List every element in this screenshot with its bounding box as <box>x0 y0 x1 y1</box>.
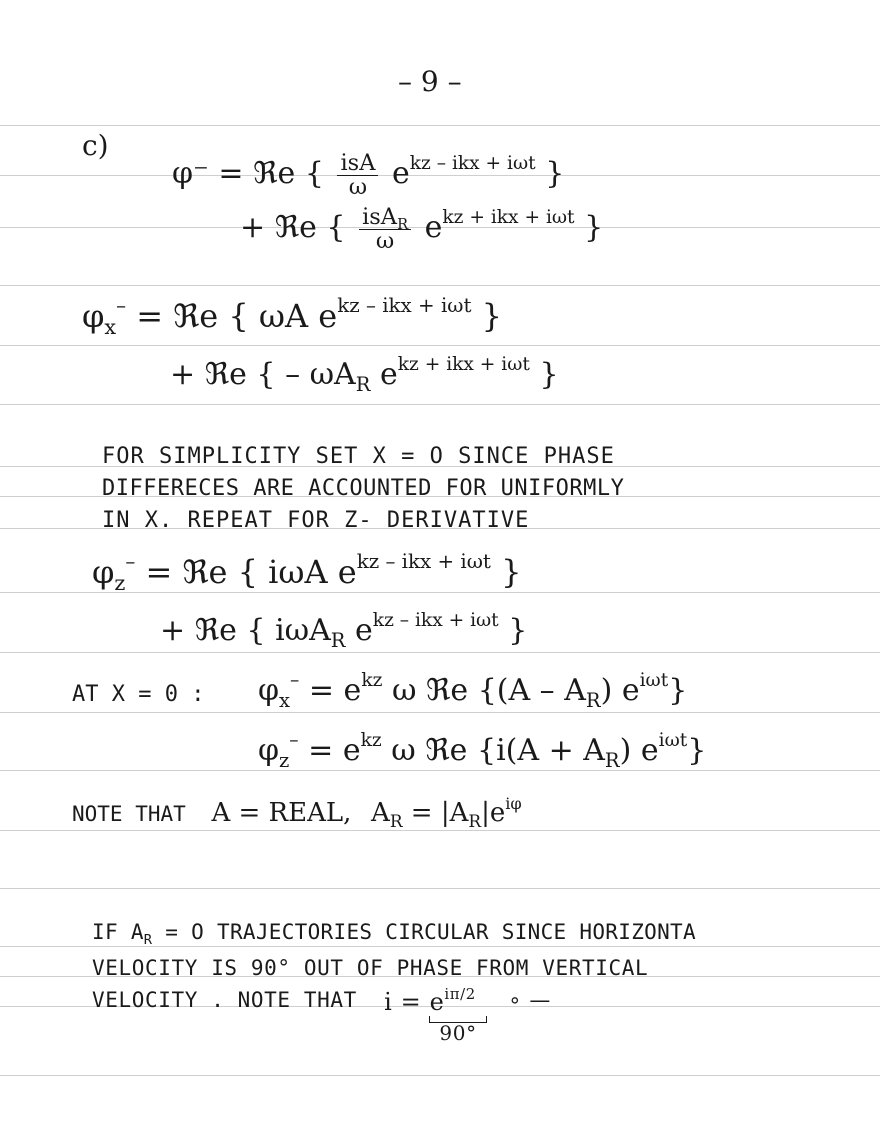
phi-symbol: φ <box>82 297 105 335</box>
exponential: e <box>392 156 410 191</box>
numerator-text: isA <box>362 204 398 230</box>
inner-term: i(A + A <box>496 733 605 768</box>
equals-sign: = <box>308 673 334 708</box>
exponential: e <box>424 210 443 245</box>
left-brace: { <box>477 673 497 708</box>
left-brace: { <box>246 613 266 648</box>
equation-phi-z-reflected <box>160 610 528 652</box>
part-label: c) <box>82 129 109 162</box>
exponential: e <box>379 357 398 392</box>
exponent: iωt <box>639 670 669 692</box>
term: iωA <box>268 553 328 591</box>
paragraph-trajectories-line-2: VELOCITY IS 90° OUT OF PHASE FROM VERTICAL <box>92 956 649 980</box>
amplitude-symbol: A <box>371 798 390 828</box>
minus-superscript: – <box>289 730 299 752</box>
exponential: e <box>337 553 357 591</box>
fraction-denominator: ω <box>375 227 395 254</box>
omega: ω <box>391 733 416 768</box>
x-subscript: x <box>279 688 291 712</box>
line-prefix: VELOCITY . NOTE THAT <box>92 988 357 1012</box>
i-equals-text: i = e <box>384 988 445 1016</box>
exponential: e <box>343 673 362 708</box>
z-subscript: z <box>114 571 126 596</box>
fraction <box>337 152 378 198</box>
equation-phi-minus <box>172 152 564 198</box>
fraction-numerator: isA <box>337 152 378 176</box>
exponent: kz – ikx + iωt <box>337 294 472 318</box>
x-subscript: x <box>104 315 117 340</box>
exponent: kz – ikx + iωt <box>372 610 499 632</box>
note-amplitude-line <box>72 793 522 831</box>
a-equals-real: A = REAL, <box>211 798 352 828</box>
phase-exponent: iφ <box>505 793 522 813</box>
term: ωA <box>258 297 309 335</box>
phi-minus-symbol: φ⁻ <box>172 156 209 191</box>
reflected-subscript: R <box>397 216 409 234</box>
underbrace-label: 90° <box>439 1021 477 1045</box>
real-part-operator: ℜe <box>204 357 247 392</box>
real-part-operator: ℜe <box>173 297 219 335</box>
exponential: e <box>621 673 640 708</box>
right-brace: } <box>545 156 565 191</box>
i-equals-expression <box>384 984 476 1016</box>
close-paren: ) <box>600 673 613 708</box>
paragraph-simplicity-line-3: IN X. REPEAT FOR Z- DERIVATIVE <box>102 508 530 533</box>
paragraph-simplicity-line-1: FOR SIMPLICITY SET X = O SINCE PHASE <box>102 444 615 469</box>
tail-mark: ∘ — <box>508 988 551 1012</box>
paragraph-trajectories-line-1 <box>92 920 696 948</box>
inner-term: (A – A <box>496 673 586 708</box>
equation-at-x-zero-label <box>72 680 204 706</box>
real-part-operator: ℜe <box>274 210 317 245</box>
left-brace: { <box>476 733 497 768</box>
exponential: e <box>318 297 338 335</box>
minus-superscript: – <box>116 294 127 318</box>
exponent-kz: kz <box>361 670 383 692</box>
exponent: kz + ikx + iωt <box>442 207 575 229</box>
exponent: kz – ikx + iωt <box>356 550 491 574</box>
exponential: e <box>489 798 506 828</box>
equation-phi-z <box>92 550 522 596</box>
exponent: kz – ikx + iωt <box>409 153 536 175</box>
line-rest: = O TRAJECTORIES CIRCULAR SINCE HORIZONTA <box>152 920 696 944</box>
real-part-operator: ℜe <box>253 156 296 191</box>
omega: ω <box>391 673 417 708</box>
exponential: e <box>355 613 373 648</box>
real-part-operator: ℜe <box>194 613 237 648</box>
left-brace: { <box>237 553 258 591</box>
equals-sign: = <box>308 733 334 768</box>
equals-sign: = <box>136 297 164 335</box>
real-part-operator: ℜe <box>425 733 468 768</box>
right-brace: } <box>584 210 604 245</box>
page-number: – 9 – <box>398 65 462 98</box>
left-brace: { <box>256 357 276 392</box>
right-brace: } <box>539 357 559 392</box>
z-subscript: z <box>279 748 290 772</box>
underbrace-note <box>427 1016 489 1043</box>
equation-phi-x <box>82 294 502 340</box>
reflected-amplitude <box>371 793 522 831</box>
line-prefix: IF A <box>92 920 144 944</box>
term: iωA <box>275 613 331 648</box>
paragraph-simplicity-line-2: DIFFERECES ARE ACCOUNTED FOR UNIFORMLY <box>102 476 625 501</box>
reflected-subscript: R <box>389 810 403 831</box>
real-part-operator: ℜe <box>182 553 228 591</box>
minus-superscript: – <box>290 670 300 692</box>
reflected-subscript: R <box>355 372 371 396</box>
i-equals-top <box>384 984 476 1016</box>
reflected-subscript: R <box>468 810 482 831</box>
phi-symbol: φ <box>258 733 280 768</box>
exponent-kz: kz <box>360 730 382 752</box>
right-brace: } <box>508 613 528 648</box>
exponent: kz + ikx + iωt <box>397 354 530 376</box>
left-brace: { <box>326 210 346 245</box>
equals-sign: = <box>145 553 173 591</box>
note-prefix: NOTE THAT <box>72 802 186 826</box>
exponent: iωt <box>658 730 688 752</box>
reflected-subscript: R <box>585 688 601 712</box>
left-brace: { <box>228 297 249 335</box>
term: – ωA <box>285 357 356 392</box>
reflected-subscript: R <box>604 748 620 772</box>
phi-symbol: φ <box>92 553 115 591</box>
exponential: e <box>640 733 659 768</box>
plus-sign: + <box>170 357 196 392</box>
real-part-operator: ℜe <box>425 673 469 708</box>
equation-phi-z-combined <box>258 730 707 772</box>
fraction <box>359 206 411 252</box>
right-brace: } <box>501 553 522 591</box>
left-brace: { <box>304 156 324 191</box>
modulus-close: | <box>481 798 490 828</box>
equation-phi-x-reflected <box>170 354 559 396</box>
minus-superscript: – <box>125 550 136 574</box>
fraction-denominator: ω <box>348 173 368 200</box>
modulus-open: = |A <box>402 798 469 828</box>
i-exponent: iπ/2 <box>444 984 476 1003</box>
plus-sign: + <box>240 210 266 245</box>
fraction-numerator <box>359 204 411 234</box>
reflected-subscript: R <box>143 931 153 948</box>
phi-symbol: φ <box>258 673 280 708</box>
right-brace: } <box>668 673 688 708</box>
reflected-subscript: R <box>330 628 346 652</box>
equals-sign: = <box>218 156 244 191</box>
close-paren: ) <box>619 733 632 768</box>
paragraph-trajectories-line-3 <box>92 984 551 1045</box>
plus-sign: + <box>160 613 186 648</box>
at-x-zero-label: AT X = 0 : <box>72 682 205 707</box>
right-brace: } <box>481 297 502 335</box>
exponential: e <box>342 733 361 768</box>
equation-phi-minus-reflected <box>240 206 603 252</box>
equation-phi-x-combined <box>258 670 688 712</box>
right-brace: } <box>687 733 707 768</box>
